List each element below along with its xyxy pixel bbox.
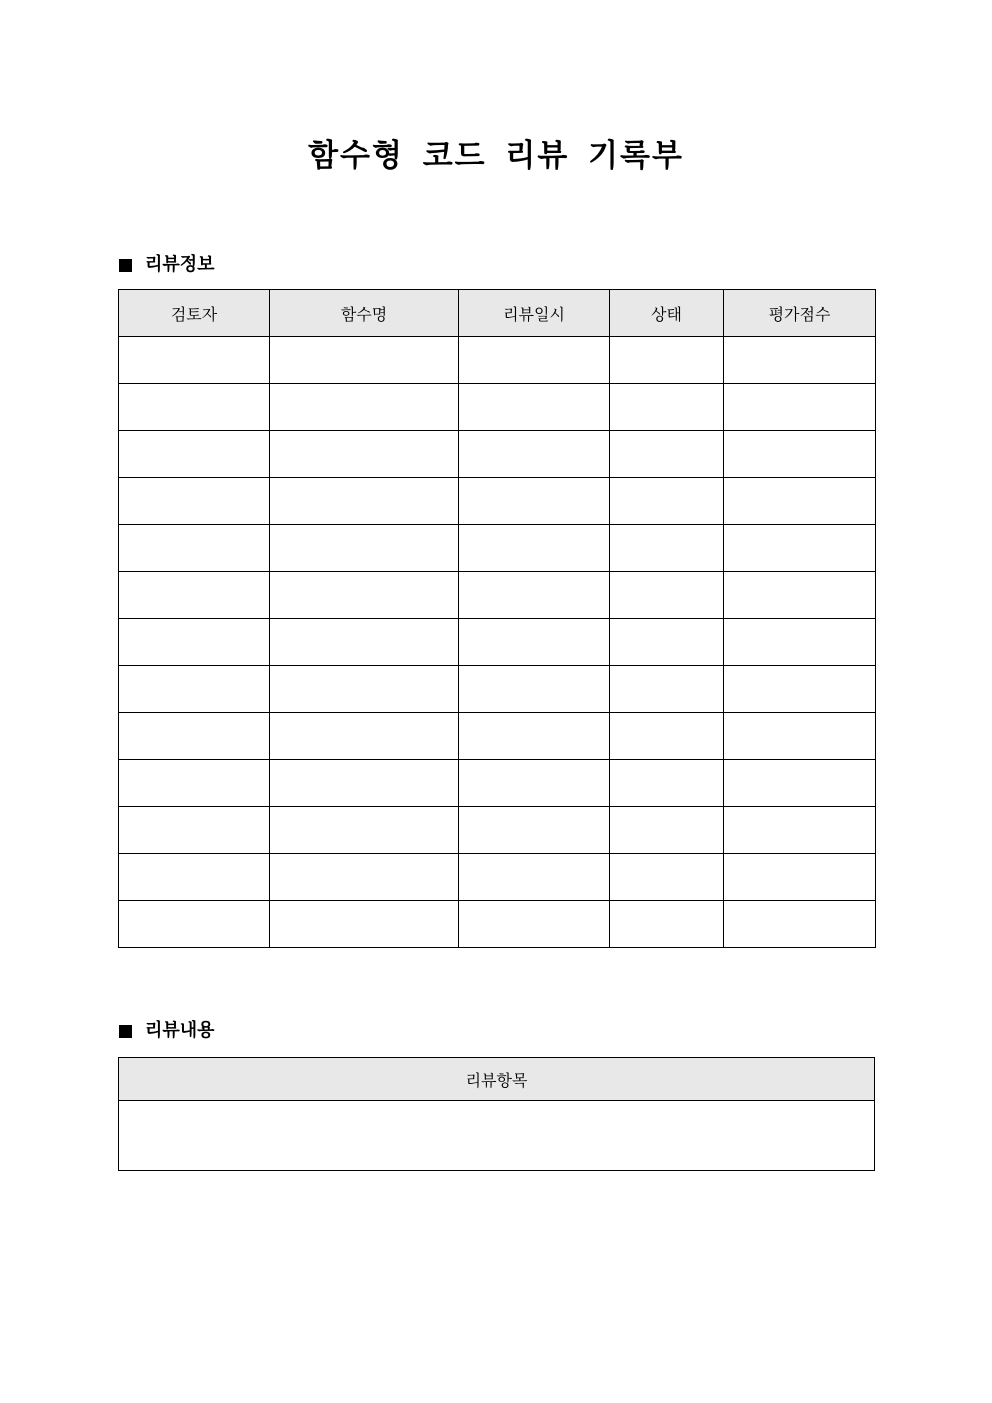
status-cell[interactable]	[610, 619, 724, 666]
table-row	[119, 713, 876, 760]
review-info-table	[118, 289, 876, 948]
function-name-cell[interactable]	[270, 619, 459, 666]
status-cell[interactable]	[610, 854, 724, 901]
table-row	[119, 760, 876, 807]
score-cell[interactable]	[724, 713, 876, 760]
review-datetime-cell[interactable]	[459, 478, 610, 525]
reviewer-cell[interactable]	[119, 854, 270, 901]
reviewer-cell[interactable]	[119, 572, 270, 619]
function-name-cell[interactable]	[270, 525, 459, 572]
function-name-cell[interactable]	[270, 760, 459, 807]
table-row	[119, 901, 876, 948]
review-datetime-cell[interactable]	[459, 337, 610, 384]
section-heading-review-info	[119, 253, 215, 277]
page-title: 함수형 코드 리뷰 기록부	[308, 138, 684, 174]
function-name-cell[interactable]	[270, 807, 459, 854]
status-cell[interactable]	[610, 384, 724, 431]
score-cell[interactable]	[724, 384, 876, 431]
reviewer-cell[interactable]	[119, 478, 270, 525]
function-name-cell[interactable]	[270, 478, 459, 525]
section-heading-label: 리뷰정보	[145, 254, 215, 275]
table-row	[119, 478, 876, 525]
reviewer-cell[interactable]	[119, 337, 270, 384]
function-name-cell[interactable]	[270, 713, 459, 760]
function-name-cell[interactable]	[270, 337, 459, 384]
status-cell[interactable]	[610, 478, 724, 525]
review-datetime-cell[interactable]	[459, 619, 610, 666]
section-heading-review-content	[119, 1019, 215, 1043]
table-row	[119, 337, 876, 384]
status-cell[interactable]	[610, 431, 724, 478]
score-cell[interactable]	[724, 431, 876, 478]
review-datetime-cell[interactable]	[459, 525, 610, 572]
black-square-icon	[119, 1025, 132, 1038]
score-cell[interactable]	[724, 619, 876, 666]
review-info-body	[119, 337, 876, 948]
reviewer-cell[interactable]	[119, 384, 270, 431]
table-row	[119, 666, 876, 713]
status-cell[interactable]	[610, 807, 724, 854]
score-cell[interactable]	[724, 478, 876, 525]
score-cell[interactable]	[724, 807, 876, 854]
review-content-table	[118, 1057, 875, 1171]
table-row	[119, 431, 876, 478]
review-datetime-cell[interactable]	[459, 384, 610, 431]
reviewer-cell[interactable]	[119, 901, 270, 948]
column-header-review-datetime: 리뷰일시	[459, 290, 610, 337]
table-row	[119, 619, 876, 666]
table-row	[119, 854, 876, 901]
reviewer-cell[interactable]	[119, 431, 270, 478]
score-cell[interactable]	[724, 572, 876, 619]
table-row	[119, 384, 876, 431]
review-item-cell[interactable]	[119, 1101, 875, 1171]
status-cell[interactable]	[610, 713, 724, 760]
table-row	[119, 525, 876, 572]
column-header-score: 평가점수	[724, 290, 876, 337]
table-header-row	[119, 1058, 875, 1101]
reviewer-cell[interactable]	[119, 713, 270, 760]
reviewer-cell[interactable]	[119, 525, 270, 572]
column-header-function-name: 함수명	[270, 290, 459, 337]
reviewer-cell[interactable]	[119, 760, 270, 807]
score-cell[interactable]	[724, 901, 876, 948]
score-cell[interactable]	[724, 337, 876, 384]
review-datetime-cell[interactable]	[459, 666, 610, 713]
review-datetime-cell[interactable]	[459, 760, 610, 807]
column-header-status: 상태	[610, 290, 724, 337]
status-cell[interactable]	[610, 525, 724, 572]
score-cell[interactable]	[724, 760, 876, 807]
table-row	[119, 1101, 875, 1171]
review-datetime-cell[interactable]	[459, 854, 610, 901]
column-header-review-item: 리뷰항목	[119, 1058, 875, 1101]
table-row	[119, 807, 876, 854]
reviewer-cell[interactable]	[119, 807, 270, 854]
status-cell[interactable]	[610, 572, 724, 619]
column-header-reviewer: 검토자	[119, 290, 270, 337]
review-datetime-cell[interactable]	[459, 431, 610, 478]
review-datetime-cell[interactable]	[459, 713, 610, 760]
table-header-row	[119, 290, 876, 337]
status-cell[interactable]	[610, 337, 724, 384]
function-name-cell[interactable]	[270, 384, 459, 431]
table-row	[119, 572, 876, 619]
black-square-icon	[119, 259, 132, 272]
score-cell[interactable]	[724, 666, 876, 713]
review-datetime-cell[interactable]	[459, 901, 610, 948]
reviewer-cell[interactable]	[119, 666, 270, 713]
function-name-cell[interactable]	[270, 572, 459, 619]
function-name-cell[interactable]	[270, 854, 459, 901]
status-cell[interactable]	[610, 901, 724, 948]
function-name-cell[interactable]	[270, 431, 459, 478]
review-datetime-cell[interactable]	[459, 807, 610, 854]
function-name-cell[interactable]	[270, 666, 459, 713]
function-name-cell[interactable]	[270, 901, 459, 948]
status-cell[interactable]	[610, 666, 724, 713]
status-cell[interactable]	[610, 760, 724, 807]
reviewer-cell[interactable]	[119, 619, 270, 666]
section-heading-label: 리뷰내용	[145, 1020, 215, 1041]
review-datetime-cell[interactable]	[459, 572, 610, 619]
score-cell[interactable]	[724, 854, 876, 901]
score-cell[interactable]	[724, 525, 876, 572]
